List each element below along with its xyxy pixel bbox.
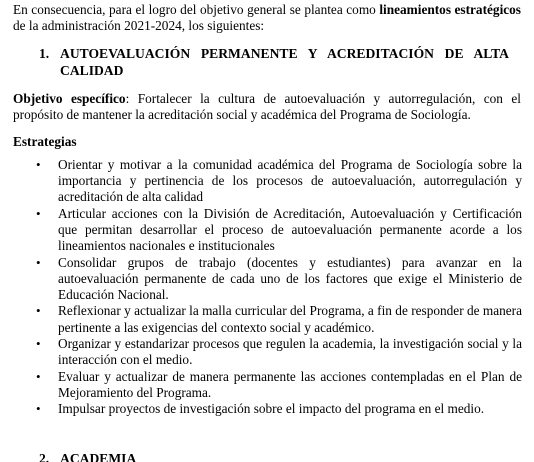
bullet-icon: • (36, 254, 41, 270)
section-1-number: 1. (39, 46, 50, 61)
objective-paragraph (13, 91, 521, 123)
strategies-list (36, 157, 522, 418)
intro-text-end: de la administración 2021-2024, los siguientes: (13, 18, 265, 34)
strategies-title: Estrategias (13, 134, 77, 149)
bullet-icon: • (36, 205, 41, 221)
bullet-icon: • (36, 303, 41, 319)
list-item-text: Evaluar y actualizar de manera permanente las acciones contempladas en el Plan de Mejoramiento del Programa. (58, 368, 522, 400)
intro-paragraph (13, 2, 521, 34)
list-item (36, 401, 522, 417)
list-item-text: Consolidar grupos de trabajo (docentes y estudiantes) para avanzar en la autoevaluación permanente de cada uno de los factores que exige el Ministerio de Educación Nacional. (58, 254, 522, 302)
section-1-title: AUTOEVALUACIÓN PERMANENTE Y ACREDITACIÓN DE ALTA CALIDAD (60, 46, 509, 78)
list-item (36, 157, 522, 206)
list-item-text: Reflexionar y actualizar la malla curricular del Programa, a fin de responder de manera pertinente a las exigencias del contexto social y académico. (58, 303, 522, 335)
objective-text: : Fortalecer la cultura de autoevaluación y autorregulación, con el propósito de mantener la acreditación social y académica del Programa de Sociología. (13, 91, 522, 123)
list-item-text: Orientar y motivar a la comunidad académica del Programa de Sociología sobre la importancia y pertinencia de los procesos de autoevaluación, autorregulación y acreditación de alta calidad (58, 157, 522, 205)
bullet-icon: • (36, 157, 41, 172)
list-item (36, 206, 522, 255)
bullet-icon: • (36, 368, 41, 384)
list-item (36, 336, 522, 368)
intro-bold-text: lineamientos estratégicos (379, 2, 521, 17)
bullet-icon: • (36, 401, 41, 417)
bullet-icon: • (36, 335, 41, 351)
list-item-text: Impulsar proyectos de investigación sobre el impacto del programa en el medio. (58, 401, 485, 417)
section-2-number: 2. (39, 451, 50, 462)
list-item-text: Organizar y estandarizar procesos que regulen la academia, la investigación social y la interacción con el medio. (58, 335, 522, 368)
list-item (36, 303, 522, 335)
section-2-title: ACADEMIA (60, 451, 137, 462)
section-1-heading (39, 45, 509, 79)
list-item-text: Articular acciones con la División de Acreditación, Autoevaluación y Certificación que permitan desarrollar el proceso de autoevaluación permanente acorde a los lineamientos nacionales e institucionales (58, 205, 522, 254)
intro-text-start: En consecuencia, para el logro del objetivo general se plantea como (13, 2, 380, 17)
list-item (36, 369, 522, 401)
list-item (36, 255, 522, 304)
objective-label: Objetivo específico (13, 91, 126, 106)
section-2-heading (39, 451, 136, 462)
